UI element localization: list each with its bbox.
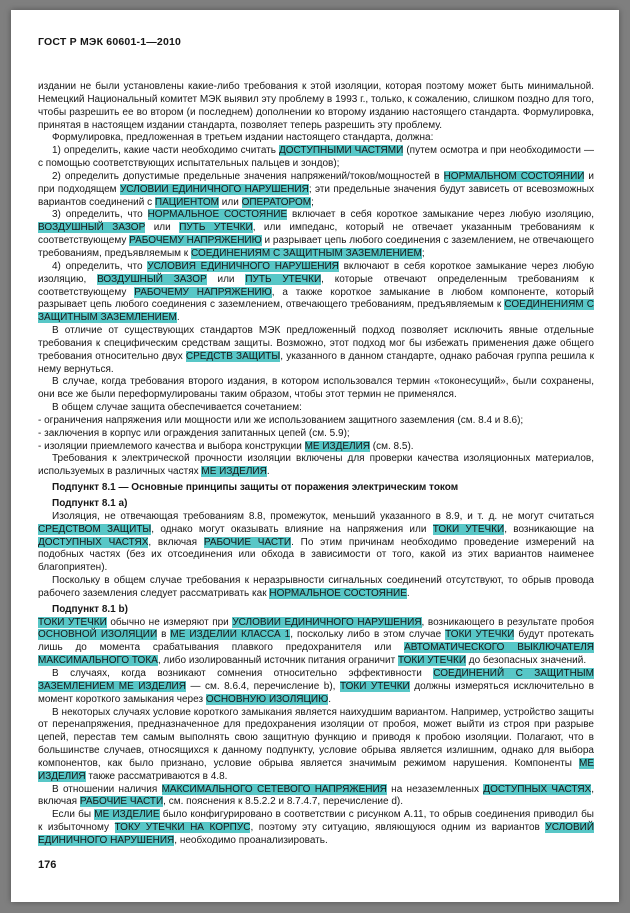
text-run: в — [157, 629, 171, 641]
highlighted-term: ТОКУ УТЕЧКИ НА КОРПУС — [114, 822, 251, 834]
document-body — [38, 81, 594, 848]
highlighted-term: ТОКИ УТЕЧКИ — [397, 655, 467, 667]
highlighted-term: СРЕДСТВ ЗАЩИТЫ — [185, 350, 281, 362]
highlighted-term: ВОЗДУШНЫЙ ЗАЗОР — [97, 273, 207, 285]
text-run: . — [328, 693, 331, 705]
text-run: - изоляции приемлемого качества и выбора конструкции — [38, 440, 305, 452]
text-run: Требования к электрической прочности изоляции включены для проверки качества изоляционных материалов, используемых в различных частях — [38, 453, 594, 478]
text-run: , возникающие на — [504, 523, 594, 535]
highlighted-term: ВОЗДУШНЫЙ ЗАЗОР — [38, 222, 146, 234]
heading-paragraph — [38, 482, 594, 495]
text-run: , указанного в данном стандарте, однако рабочая группа решила к нему вернуться. — [38, 350, 594, 375]
text-run: 2) определить допустимые предельные значения напряжений/токов/мощностей в — [52, 170, 444, 182]
highlighted-term: МЕ ИЗДЕЛИЕ — [94, 809, 160, 821]
highlighted-term: ПУТЬ УТЕЧКИ — [245, 273, 322, 285]
highlighted-term: НОРМАЛЬНОЕ СОСТОЯНИЕ — [269, 587, 407, 599]
highlighted-term: ТОКИ УТЕЧКИ — [339, 680, 410, 692]
highlighted-term: УСЛОВИИ ЕДИНИЧНОГО НАРУШЕНИЯ — [119, 183, 309, 195]
body-paragraph — [38, 453, 594, 479]
text-run: В некоторых случаях условие короткого замыкания является наихудшим вариантом. Например, устройство защиты от перенапряжения, предназначенное для предохранения изоляции от пробоя, может выйти из строя при разрыве цепей, перестав тем самым выполнять свою защитную функцию и приводя к пробою изоляции. Полагают, что в большинстве случаев, относящихся к данному подпункту, условие обрыва является излишним, однако для выбора компонентов, как было признано, условие обрыва является значимым режимом нарушения. Компоненты — [38, 706, 594, 769]
body-paragraph — [38, 668, 594, 707]
text-run: — см. 8.6.4, перечисление b), — [185, 680, 340, 692]
text-run: . — [406, 587, 410, 599]
highlighted-term: МЕ ИЗДЕЛИЯ — [201, 466, 267, 478]
highlighted-term: РАБОЧЕМУ НАПРЯЖЕНИЮ — [129, 235, 262, 247]
body-paragraph — [38, 261, 594, 325]
text-run: В общем случае защита обеспечивается сочетанием: — [52, 402, 302, 414]
text-run: 4) определить, что — [52, 260, 148, 272]
text-run: . — [176, 312, 180, 324]
text-run: Формулировка, предложенная в третьем издании настоящего стандарта, должна: — [52, 132, 434, 144]
highlighted-term: МЕ ИЗДЕЛИЯ — [38, 757, 594, 782]
highlighted-term: МАКСИМАЛЬНОГО СЕТЕВОГО НАПРЯЖЕНИЯ — [161, 783, 387, 795]
text-run: . По этим причинам необходимо проведение измерений на подобных частях (без их отсоединения или обхода в зависимости от того, какой из этих вариантов наименее благоприятен). — [38, 536, 595, 574]
body-paragraph — [38, 415, 594, 428]
text-run: , которые отвечают определенным требованиям к соответствующему — [38, 273, 594, 298]
text-run: включает в себя короткое замыкание через любую изоляцию, — [287, 209, 594, 221]
body-paragraph — [38, 171, 594, 210]
text-run: , поскольку либо в этом случае — [290, 629, 446, 641]
body-paragraph — [38, 402, 594, 415]
document-header-title: ГОСТ Р МЭК 60601-1—2010 — [38, 36, 182, 48]
highlighted-term: ДОСТУПНЫМИ ЧАСТЯМИ — [278, 145, 404, 157]
text-run: , поэтому эту ситуацию, являющуюся одним из вариантов — [250, 822, 546, 834]
highlighted-term: СОЕДИНЕНИЯМ С ЗАЩИТНЫМ ЗАЗЕМЛЕНИЕМ — [38, 299, 595, 324]
text-run: 1) определить, какие части необходимо считать — [52, 145, 279, 157]
text-run: обычно не измеряют при — [106, 616, 233, 628]
body-paragraph — [38, 441, 594, 454]
text-run: Изоляция, не отвечающая требованиям 8.8, промежуток, меньший указанного в 8.9, и т. д. не могут считаться — [52, 510, 594, 522]
text-run: , а также короткое замыкание в любом компоненте, который разрывает цепь любого соединения с заземлением, отвечающего требованиям, предъявляемым к — [38, 286, 595, 311]
body-paragraph — [38, 81, 594, 132]
body-paragraph — [38, 511, 594, 575]
text-run: ; эти предельные значения будут зависеть от всевозможных вариантов соединений с — [38, 183, 594, 208]
highlighted-term: НОРМАЛЬНОЕ СОСТОЯНИЕ — [147, 209, 288, 221]
text-run: ; — [421, 247, 425, 259]
text-run: или — [145, 222, 180, 234]
text-run: - ограничения напряжения или мощности или же использованием защитного заземления (см. 8.4 и 8.6); — [38, 414, 524, 426]
highlighted-term: ОСНОВНОЙ ИЗОЛЯЦИИ — [38, 629, 158, 641]
text-run: также рассматриваются в 4.8. — [85, 770, 228, 782]
text-run: и разрывает цепь любого соединения с заземлением, не отвечающего требованиям, предъявляемым к — [38, 235, 594, 259]
text-run: ; — [311, 196, 314, 208]
highlighted-term: СРЕДСТВОМ ЗАЩИТЫ — [38, 523, 152, 535]
body-paragraph — [38, 145, 594, 171]
text-run: Подпункт 8.1 b) — [52, 603, 128, 615]
highlighted-term: РАБОЧЕМУ НАПРЯЖЕНИЮ — [134, 286, 272, 298]
highlighted-term: ДОСТУПНЫХ ЧАСТЯХ — [38, 536, 149, 548]
heading-paragraph — [38, 604, 594, 617]
text-run: , однако могут оказывать влияние на напряжения или — [151, 523, 433, 535]
text-run: Подпункт 8.1 a) — [52, 498, 128, 509]
text-run: , необходимо проанализировать. — [174, 834, 328, 846]
highlighted-term: МЕ ИЗДЕЛИИ КЛАССА 1 — [170, 629, 291, 641]
body-paragraph — [38, 209, 594, 260]
text-run: В отличие от существующих стандартов МЭК предложенный подход позволяет исключить явные отдельные требования к специфическим средствам защиты. Возможно, этот подход мог бы избежать применения даже общего требования относительно двух — [38, 325, 594, 362]
page-number: 176 — [38, 859, 57, 871]
highlighted-term: УСЛОВИЙ ЕДИНИЧНОГО НАРУШЕНИЯ — [38, 822, 595, 846]
highlighted-term: УСЛОВИЯ ЕДИНИЧНОГО НАРУШЕНИЯ — [147, 260, 339, 272]
highlighted-term: ПУТЬ УТЕЧКИ — [179, 222, 253, 234]
body-paragraph — [38, 617, 594, 668]
text-run: , либо изолированный источник питания ограничит — [157, 655, 398, 667]
highlighted-term: ДОСТУПНЫХ ЧАСТЯХ — [483, 783, 592, 795]
text-run: В случаях, когда возникают сомнения относительно эффективности — [52, 667, 434, 679]
body-paragraph — [38, 809, 594, 848]
body-paragraph — [38, 376, 594, 402]
text-run: Подпункт 8.1 — Основные принципы защиты от поражения электрическим током — [52, 482, 459, 494]
body-paragraph — [38, 132, 594, 145]
highlighted-term: ТОКИ УТЕЧКИ — [445, 629, 515, 641]
document-page — [11, 10, 619, 902]
text-run: включают в себя короткое замыкание через любую изоляцию, — [38, 260, 595, 285]
text-run: должны измеряться исключительно в момент короткого замыкания через — [38, 680, 594, 705]
text-run: или — [206, 273, 246, 285]
text-run: . — [266, 466, 270, 478]
highlighted-term: РАБОЧИЕ ЧАСТИ — [203, 536, 292, 548]
text-run: Поскольку в общем случае требования к неразрывности сигнальных соединений отсутствуют, то обрыв провода рабочего заземления следует рассматривать как — [38, 575, 594, 599]
highlighted-term: ПАЦИЕНТОМ — [154, 196, 219, 208]
highlighted-term: ОСНОВНУЮ ИЗОЛЯЦИЮ — [205, 693, 329, 705]
highlighted-term: АВТОМАТИЧЕСКОГО ВЫКЛЮЧАТЕЛЯ МАКСИМАЛЬНОГО ТОКА — [38, 642, 594, 667]
body-paragraph — [38, 428, 594, 441]
body-paragraph — [38, 784, 594, 810]
text-run: , включая — [148, 536, 204, 548]
text-run: и при подходящем — [38, 170, 594, 195]
text-run: до безопасных значений. — [466, 655, 587, 667]
body-paragraph — [38, 707, 594, 784]
text-run: (см. 8.5). — [370, 440, 414, 452]
body-paragraph — [38, 325, 594, 376]
text-run: , или импеданс, который не отвечает указанным требованиям к соответствующему — [38, 222, 594, 247]
text-run: будут протекать лишь до момента срабатывания плавкого предохранителя или — [38, 629, 594, 654]
text-run: на незаземленных — [386, 783, 484, 795]
highlighted-term: ТОКИ УТЕЧКИ — [432, 523, 505, 535]
text-run: издании не были установлены какие-либо требования к этой изоляции, которая поэтому может быть минимальной. Немецкий Национальный комитет МЭК выявил эту проблему в 1993 г., только, к сожалению, слишком поздно для того, чтобы разрешить ее во втором (и последнем) дополнении ко второму изданию настоящего стандарта. Формулировка, принятая в настоящем издании стандарта, позволяет теперь разрешить эту проблему. — [38, 81, 594, 131]
text-run: (путем осмотра и при необходимости — с помощью соответствующих испытательных пальцев и зондов); — [38, 145, 594, 170]
text-run: 3) определить, что — [52, 209, 148, 221]
text-run: было конфигурировано в соответствии с рисунком А.11, то обрыв соединения приводил бы к избыточному — [38, 809, 594, 834]
highlighted-term: РАБОЧИЕ ЧАСТИ — [79, 796, 164, 808]
highlighted-term: СОЕДИНЕНИЙ С ЗАЩИТНЫМ ЗАЗЕМЛЕНИЕМ МЕ ИЗДЕЛИЯ — [38, 667, 594, 692]
text-run: , см. пояснения к 8.5.2.2 и 8.7.4.7, перечисление d). — [163, 796, 404, 808]
text-run: , включая — [38, 783, 594, 808]
heading-paragraph — [38, 498, 594, 511]
text-run: Если бы — [52, 809, 95, 821]
highlighted-term: ТОКИ УТЕЧКИ — [38, 616, 107, 628]
highlighted-term: МЕ ИЗДЕЛИЯ — [304, 440, 370, 452]
text-run: - заключения в корпус или ограждения запитанных цепей (см. 5.9); — [38, 427, 350, 439]
highlighted-term: НОРМАЛЬНОМ СОСТОЯНИИ — [443, 170, 585, 182]
text-run: В отношении наличия — [52, 783, 162, 795]
highlighted-term: ОПЕРАТОРОМ — [241, 196, 312, 208]
body-paragraph — [38, 575, 594, 601]
text-run: , возникающего в результате пробоя — [421, 616, 595, 628]
highlighted-term: УСЛОВИИ ЕДИНИЧНОГО НАРУШЕНИЯ — [232, 616, 422, 628]
text-run: В случае, когда требования второго издания, в котором использовался термин «токонесущий», были сохранены, они все же были переформулированы таким образом, чтобы этот термин не применялся. — [38, 376, 594, 401]
highlighted-term: СОЕДИНЕНИЯМ С ЗАЩИТНЫМ ЗАЗЕМЛЕНИЕМ — [190, 247, 422, 259]
text-run: или — [219, 196, 242, 208]
